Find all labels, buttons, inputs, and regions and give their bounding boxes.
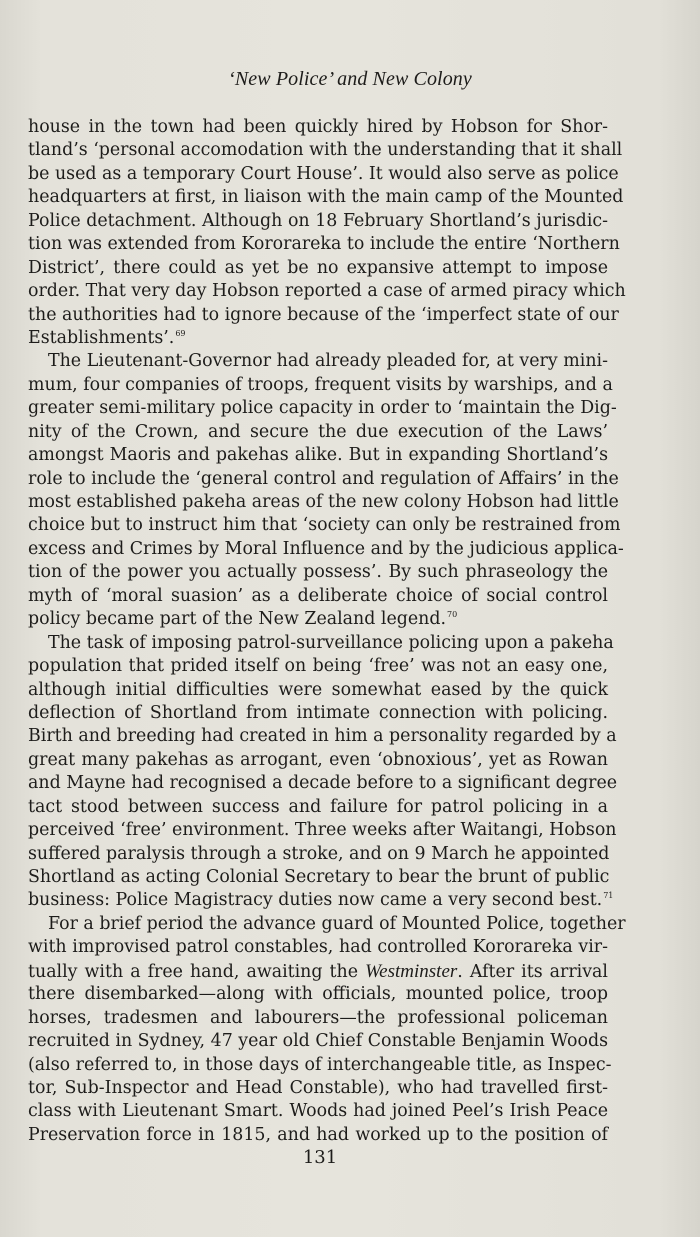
text-line	[28, 514, 621, 537]
text-line	[28, 608, 608, 631]
line-text: although initial difficulties were somewhat eased by the quick	[28, 679, 608, 700]
line-text: suffered paralysis through a stroke, and on 9 March he appointed	[28, 843, 610, 864]
line-text: (also referred to, in those days of interchangeable title, as Inspec-	[28, 1054, 612, 1075]
line-text: tact stood between success and failure for patrol policing in a	[28, 796, 608, 817]
text-line	[28, 702, 608, 725]
text-line	[28, 960, 608, 983]
text-line	[28, 936, 608, 959]
line-text: be used as a temporary Court House’. It would also serve as police	[28, 163, 619, 184]
line-text: tland’s ‘personal accomodation with the understanding that it shall	[28, 140, 623, 161]
text-line	[28, 163, 619, 186]
line-text: Preservation force in 1815, and had worked up to the position of	[28, 1124, 608, 1145]
line-text: myth of ‘moral suasion’ as a deliberate choice of social control	[28, 585, 608, 606]
line-text: perceived ‘free’ environment. Three weeks after Waitangi, Hobson	[28, 820, 617, 841]
line-text: District’, there could as yet be no expansive attempt to impose	[28, 257, 608, 278]
line-text: most established pakeha areas of the new colony Hobson had little	[28, 492, 619, 512]
line-text: The task of imposing patrol-surveillance policing upon a pakeha	[48, 632, 614, 653]
text-line	[28, 116, 608, 139]
text-line	[28, 1054, 612, 1077]
line-text-continued: . After its arrival	[457, 961, 608, 982]
line-text: choice but to instruct him that ‘society can only be restrained from	[28, 515, 621, 536]
text-line	[28, 1100, 608, 1123]
text-line	[28, 1077, 608, 1100]
text-line	[28, 468, 619, 491]
text-line	[28, 725, 617, 748]
line-text: greater semi-military police capacity in order to ‘maintain the Dig-	[28, 398, 617, 419]
text-line	[28, 210, 608, 233]
line-text: deflection of Shortland from intimate connection with policing.	[28, 702, 608, 723]
page-number: 131	[302, 1147, 338, 1168]
text-line	[28, 233, 620, 256]
line-text: tion of the power you actually possess’. By such phraseology the	[28, 562, 608, 583]
text-line	[28, 679, 608, 702]
text-line	[28, 257, 608, 280]
line-text: the authorities had to ignore because of the ‘imperfect state of our	[28, 304, 619, 325]
footnote-marker: 71	[603, 891, 614, 901]
text-line	[28, 350, 608, 373]
line-text: horses, tradesmen and labourers—the professional policeman	[28, 1007, 608, 1028]
line-text: there disembarked—along with officials, mounted police, troop	[28, 984, 608, 1005]
text-line	[28, 819, 617, 842]
line-text: with improvised patrol constables, had controlled Kororareka vir-	[28, 937, 608, 958]
text-line	[28, 186, 624, 209]
text-line	[28, 585, 608, 608]
text-line	[28, 866, 608, 889]
text-line	[28, 421, 608, 444]
text-line	[28, 280, 626, 303]
line-text: business: Police Magistracy duties now came a very second best.	[28, 890, 603, 911]
line-text: excess and Crimes by Moral Influence and by the judicious applica-	[28, 538, 624, 559]
text-line	[28, 397, 617, 420]
line-text: recruited in Sydney, 47 year old Chief Constable Benjamin Woods	[28, 1031, 608, 1052]
text-line	[28, 772, 618, 795]
line-text: headquarters at first, in liaison with the main camp of the Mounted	[28, 187, 624, 208]
line-text: role to include the ‘general control and regulation of Affairs’ in the	[28, 468, 619, 489]
running-head: ‘New Police’ and New Colony	[228, 68, 472, 90]
line-text: tion was extended from Kororareka to include the entire ‘Northern	[28, 234, 620, 255]
text-line	[28, 561, 608, 584]
text-line	[28, 538, 624, 561]
line-text: nity of the Crown, and secure the due execution of the Laws’	[28, 421, 608, 442]
footnote-marker: 70	[447, 610, 458, 620]
line-text: amongst Maoris and pakehas alike. But in expanding Shortland’s	[28, 445, 608, 466]
text-line	[28, 983, 608, 1006]
text-line	[28, 913, 626, 936]
line-text: tor, Sub-Inspector and Head Constable), who had travelled first-	[28, 1077, 608, 1098]
text-line	[28, 327, 608, 350]
text-line	[28, 796, 608, 819]
line-text: Police detachment. Although on 18 February Shortland’s jurisdic-	[28, 210, 608, 231]
line-text: policy became part of the New Zealand legend.	[28, 609, 447, 630]
body-text	[28, 116, 626, 1147]
footnote-marker: 69	[175, 328, 186, 338]
line-text: mum, four companies of troops, frequent visits by warships, and a	[28, 374, 613, 395]
line-text: and Mayne had recognised a decade before to a significant degree	[28, 773, 618, 794]
text-line	[28, 655, 608, 678]
text-line	[28, 1007, 608, 1030]
text-line	[28, 304, 619, 327]
ship-name: Westminster	[365, 960, 458, 982]
line-text: Shortland as acting Colonial Secretary to bear the brunt of public	[28, 867, 610, 887]
line-text: For a brief period the advance guard of Mounted Police, together	[48, 913, 626, 934]
line-text: population that prided itself on being ‘free’ was not an easy one,	[28, 656, 608, 677]
line-text: Birth and breeding had created in him a personality regarded by a	[28, 726, 617, 747]
line-text: house in the town had been quickly hired by Hobson for Shor-	[28, 117, 608, 137]
text-line	[28, 139, 623, 162]
text-line	[28, 444, 608, 467]
text-line	[28, 843, 608, 866]
text-line	[28, 1124, 608, 1147]
line-text: tually with a free hand, awaiting the	[28, 961, 366, 982]
line-text: great many pakehas as arrogant, even ‘obnoxious’, yet as Rowan	[28, 749, 608, 770]
text-line	[28, 749, 608, 772]
line-text: The Lieutenant-Governor had already pleaded for, at very mini-	[48, 351, 608, 372]
text-line	[28, 374, 613, 397]
text-line	[28, 889, 614, 912]
line-text: Establishments’.	[28, 327, 175, 348]
text-line	[28, 491, 619, 514]
text-line	[28, 1030, 608, 1053]
line-text: class with Lieutenant Smart. Woods had joined Peel’s Irish Peace	[28, 1101, 608, 1122]
line-text: order. That very day Hobson reported a case of armed piracy which	[28, 281, 626, 302]
text-line	[28, 632, 614, 655]
